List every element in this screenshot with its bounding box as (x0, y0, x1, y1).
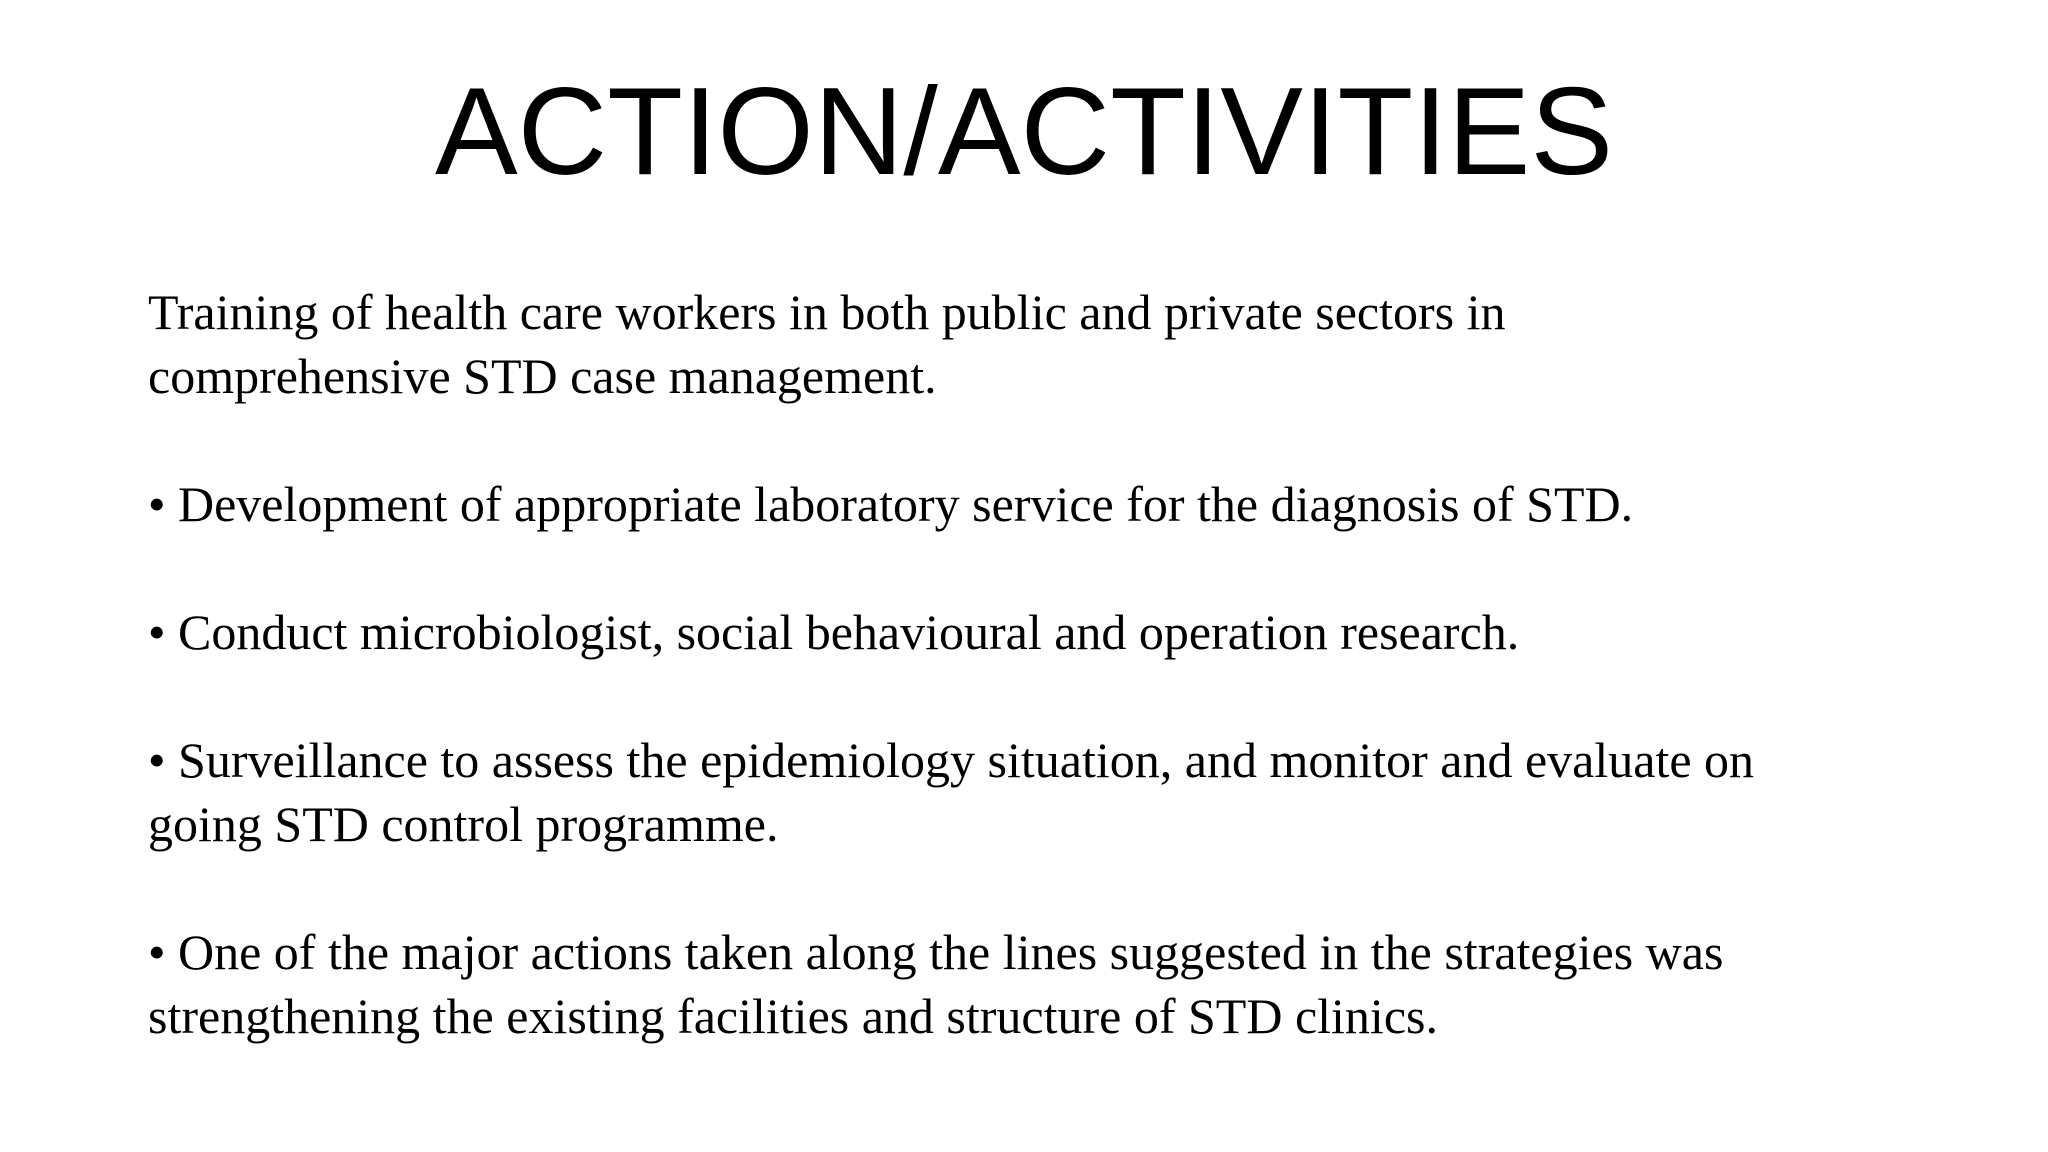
bullet-laboratory-service (148, 472, 1948, 536)
text-line: comprehensive STD case management. (148, 348, 937, 404)
text-line: going STD control programme. (148, 796, 779, 852)
slide-title: ACTION/ACTIVITIES (434, 63, 1614, 201)
text-line: • Development of appropriate laboratory service for the diagnosis of STD. (148, 476, 1634, 532)
text-line: Training of health care workers in both public and private sectors in (148, 284, 1506, 340)
paragraph-training (148, 280, 1948, 408)
text-line: • One of the major actions taken along the lines suggested in the strategies was (148, 924, 1724, 980)
bullet-research (148, 600, 1948, 664)
text-line: • Conduct microbiologist, social behavioural and operation research. (148, 604, 1520, 660)
text-line: strengthening the existing facilities and structure of STD clinics. (148, 988, 1438, 1044)
slide-body (148, 280, 1948, 1112)
text-line: • Surveillance to assess the epidemiology situation, and monitor and evaluate on (148, 732, 1755, 788)
bullet-major-actions (148, 920, 1948, 1048)
bullet-surveillance (148, 728, 1948, 856)
